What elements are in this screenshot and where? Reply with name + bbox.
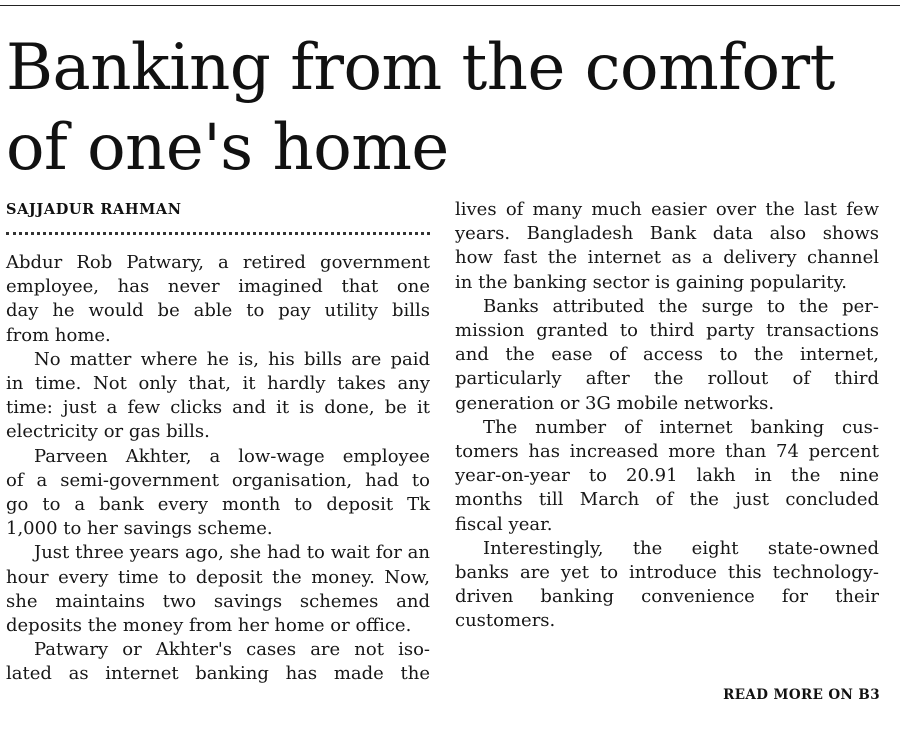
article-line: mission granted to third party transactions xyxy=(455,320,879,342)
article-line: Abdur Rob Patwary, a retired government xyxy=(6,252,430,273)
article-line: generation or 3G mobile networks. xyxy=(455,392,775,414)
article-line: and the ease of access to the internet, xyxy=(455,344,879,366)
article-line: particularly after the rollout of third xyxy=(455,368,879,390)
article-line: banks are yet to introduce this technology- xyxy=(455,562,879,584)
article-column-left xyxy=(6,251,430,687)
article-line: Banks attributed the surge to the per- xyxy=(483,295,879,317)
article-line: years. Bangladesh Bank data also shows xyxy=(455,223,879,245)
article-line: No matter where he is, his bills are paid xyxy=(34,348,430,370)
byline: SAJJADUR RAHMAN xyxy=(6,201,182,218)
article-line: hour every time to deposit the money. Now, xyxy=(6,566,430,588)
article-line: in the banking sector is gaining popularity. xyxy=(455,271,847,293)
article-line: fiscal year. xyxy=(455,513,553,535)
headline-line-1: Banking from the comfort xyxy=(6,31,835,105)
article-line: lives of many much easier over the last few xyxy=(455,199,879,220)
article-line: Parveen Akhter, a low-wage employee xyxy=(34,445,430,467)
article-column-right xyxy=(455,198,879,634)
article-line: customers. xyxy=(455,610,556,632)
article-line: months till March of the just concluded xyxy=(455,489,879,511)
article-line: year-on-year to 20.91 lakh in the nine xyxy=(455,465,879,487)
article-line: driven banking convenience for their xyxy=(455,586,879,608)
article-line: she maintains two savings schemes and xyxy=(6,590,430,612)
article-line: Patwary or Akhter's cases are not iso- xyxy=(34,639,430,661)
article-line: The number of internet banking cus- xyxy=(483,416,879,438)
article-line: go to a bank every month to deposit Tk xyxy=(6,494,430,516)
article-line: lated as internet banking has made the xyxy=(6,663,430,685)
headline-line-2: of one's home xyxy=(6,111,449,185)
article-line: deposits the money from her home or office. xyxy=(6,615,412,637)
article-line: 1,000 to her savings scheme. xyxy=(6,518,273,540)
article-line: Just three years ago, she had to wait for an xyxy=(34,542,430,564)
article-line: of a semi-government organisation, had to xyxy=(6,469,430,491)
dotted-divider xyxy=(6,232,430,235)
article-line: in time. Not only that, it hardly takes any xyxy=(6,373,430,395)
top-rule xyxy=(0,5,900,6)
headline xyxy=(6,28,896,188)
article-line: Interestingly, the eight state-owned xyxy=(483,537,879,559)
article-line: day he would be able to pay utility bills xyxy=(6,300,430,322)
article-line: tomers has increased more than 74 percent xyxy=(455,441,879,463)
read-more-label: READ MORE ON B3 xyxy=(723,687,880,703)
article-line: time: just a few clicks and it is done, be it xyxy=(6,397,430,419)
article-line: electricity or gas bills. xyxy=(6,421,210,443)
article-line: how fast the internet as a delivery channel xyxy=(455,247,879,269)
article-line: employee, has never imagined that one xyxy=(6,276,430,298)
article-line: from home. xyxy=(6,324,111,346)
